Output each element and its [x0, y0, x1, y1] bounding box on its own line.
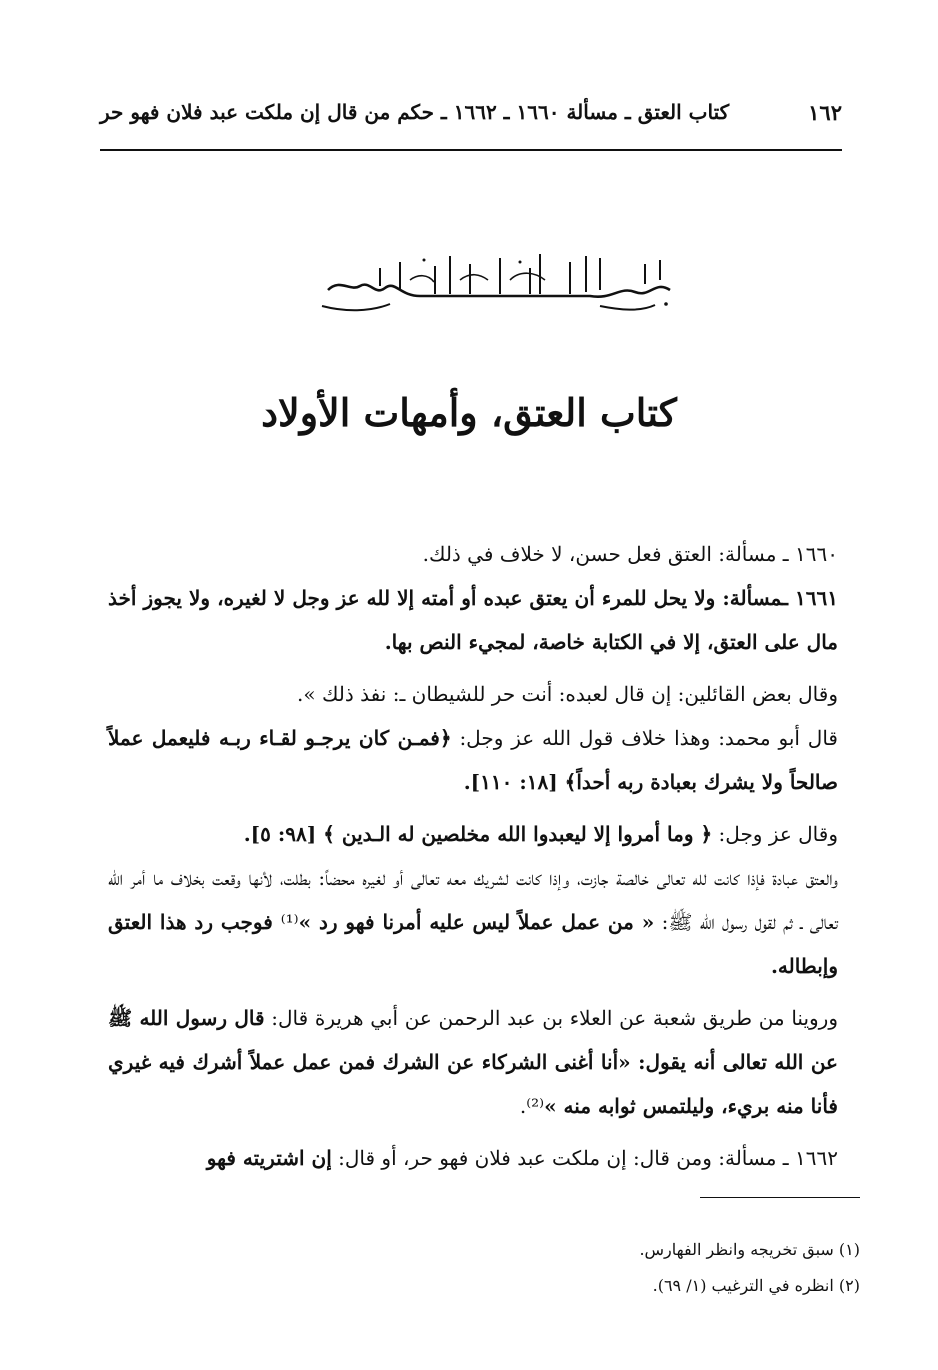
paragraph-abu-muhammad [108, 716, 838, 804]
paragraph-shuba-hadith [108, 996, 838, 1128]
paragraph-1662 [108, 1136, 838, 1180]
hadith-quote: قال رسول الله ﷺ عن الله تعالى أنه يقول: «أنا أغنى الشركاء عن الشرك فمن عمل عملاً أشرك فيه غيري فأنا منه بريء، وليلتمس ثوابه منه » [108, 1006, 838, 1118]
basmala-calligraphy [300, 250, 680, 320]
paragraph-verse-bayyina [108, 812, 838, 856]
issue-label: ١٦٦١ ـمسألة: [722, 586, 838, 610]
quran-quote: ﴿ وما أمروا إلا ليعبدوا الله مخلصين له الـدين ﴾ [323, 822, 713, 846]
paragraph-text: وروينا من طريق شعبة عن العلاء بن عبد الرحمن عن أبي هريرة قال: [264, 1006, 838, 1030]
paragraph-text: ١٦٦٢ ـ مسألة: ومن قال: إن ملكت عبد فلان فهو حر، أو قال: [331, 1146, 838, 1170]
paragraph-text: فوجب رد هذا العتق وإبطاله. [108, 910, 838, 978]
paragraph-text: ١٦٦٠ ـ مسألة: العتق فعل حسن، لا خلاف في ذلك. [422, 542, 838, 566]
footnote-1: (١) سبق تخريجه وانظر الفهارس. [639, 1240, 860, 1259]
chapter-title: كتاب العتق، وأمهات الأولاد [261, 390, 677, 435]
paragraph-some-sayers [108, 672, 838, 716]
basmala-text: بسم الله الرحمن الرحيم [484, 280, 496, 281]
paragraph-text: وقال عز وجل: [712, 822, 838, 846]
paragraph-text: ولا يحل للمرء أن يعتق عبده أو أمته إلا لله عز وجل لا لغيره، ولا يجوز أخذ مال على العتق، إلا في الكتابة خاصة، لمجيء النص بها. [108, 586, 838, 654]
header-rule [100, 149, 842, 151]
footnote-marker: ⁽¹⁾ [280, 910, 299, 934]
footnote-marker: ⁽²⁾ [526, 1094, 545, 1118]
footnotes [300, 1232, 860, 1304]
verse-ref: [٩٨: ٥]. [243, 822, 324, 846]
paragraph-1661 [108, 576, 838, 664]
verse-ref: [١٨: ١١٠]. [463, 770, 565, 794]
footnote-2: (٢) انظره في الترغيب (١/ ٦٩). [652, 1276, 860, 1295]
main-text [108, 532, 838, 1180]
footnote-rule [700, 1197, 860, 1198]
quran-quote: ﴿فمـن كان يرجـو لقـاء ربـه فليعمل عملاً صالحاً ولا يشرك بعبادة ربه أحداً﴾ [108, 726, 838, 794]
paragraph-itq-ibada [108, 856, 838, 988]
running-title: كتاب العتق ـ مسألة ١٦٦٠ ـ ١٦٦٢ ـ حكم من قال إن ملكت عبد فلان فهو حر [100, 100, 730, 124]
paragraph-text-bold: إن اشتريته فهو [206, 1146, 332, 1170]
paragraph-text: . [519, 1094, 527, 1118]
paragraph-text: وقال بعض القائلين: إن قال لعبده: أنت حر للشيطان ـ: نفذ ذلك ». [297, 682, 838, 706]
paragraph-text: قال أبو محمد: وهذا خلاف قول الله عز وجل: [451, 726, 838, 750]
page-header [100, 92, 842, 132]
hadith-quote: « من عمل عملاً ليس عليه أمرنا فهو رد » [298, 910, 655, 934]
paragraph-1660 [108, 532, 838, 576]
paragraph-text: والعتق عبادة فإذا كانت لله تعالى خالصة جازت، وإذا كانت لشريك معه تعالى أو لغيره محضاً: بطلت، لأنها وقعت بخلاف ما أمر الله تعالى ـ ثم لقول رسول الله ﷺ: [108, 866, 838, 934]
page-number: ١٦٢ [808, 99, 842, 125]
